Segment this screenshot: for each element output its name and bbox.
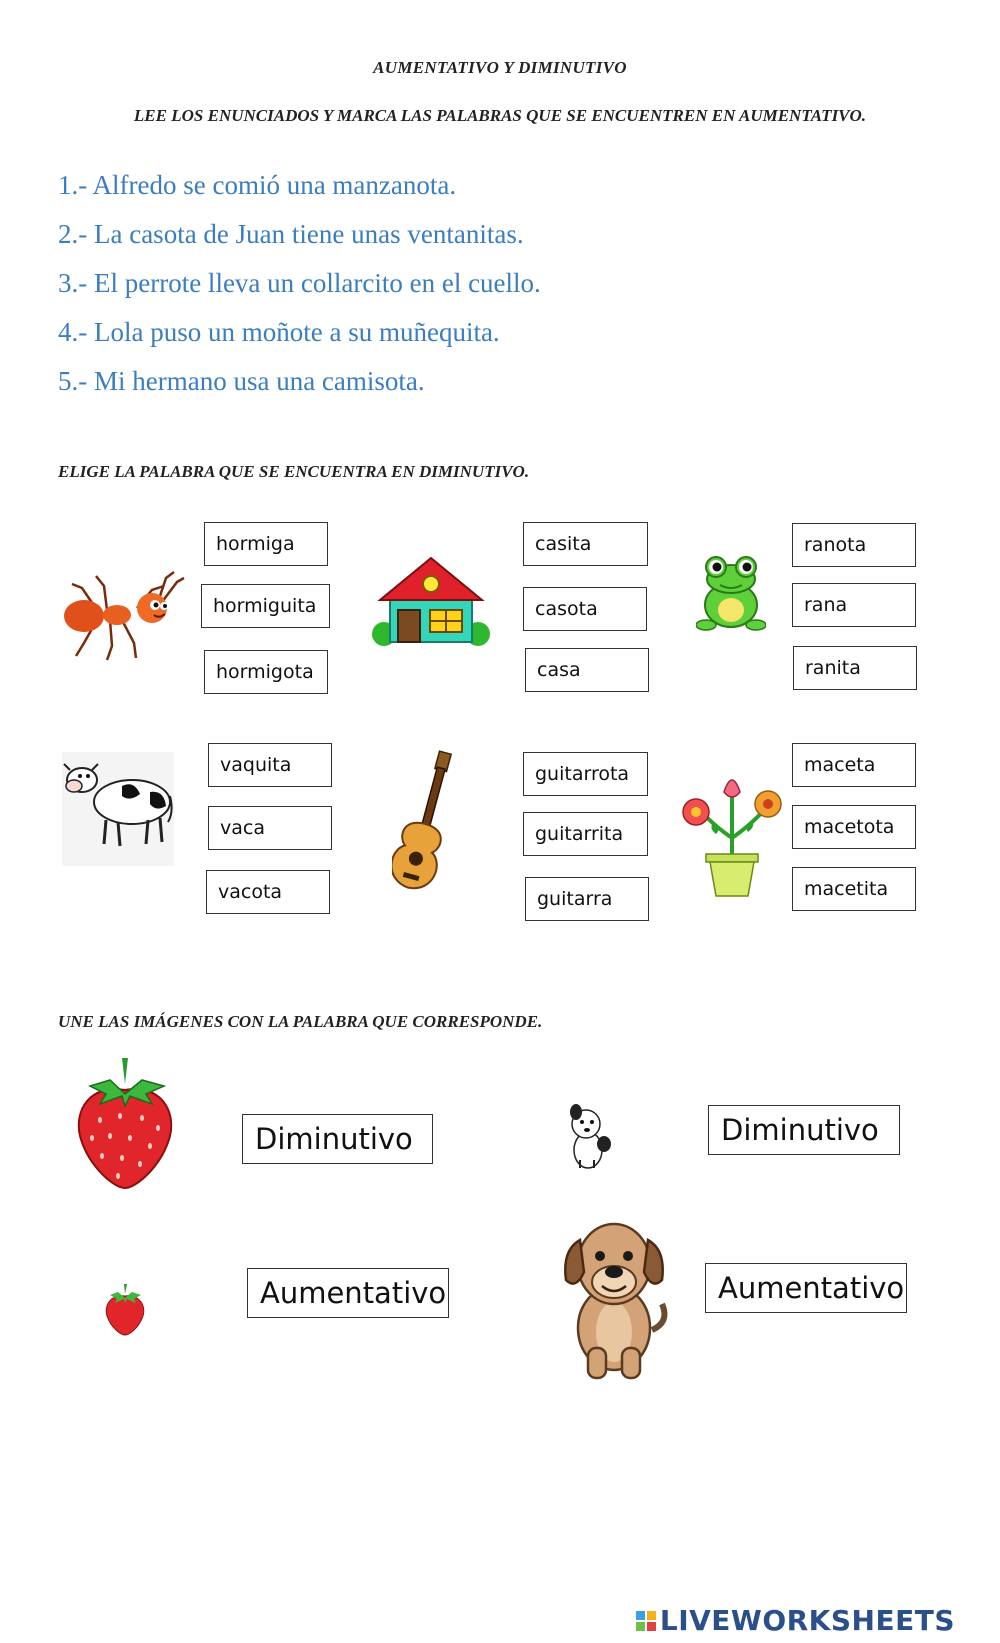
- match-label-diminutivo-right[interactable]: Diminutivo: [708, 1105, 900, 1155]
- instruction-diminutivo: ELIGE LA PALABRA QUE SE ENCUENTRA EN DIMINUTIVO.: [58, 462, 530, 481]
- sentence-4[interactable]: 4.- Lola puso un moñote a su muñequita.: [58, 317, 500, 347]
- frog-icon: [696, 553, 766, 631]
- logo-grid-icon: [636, 1611, 656, 1631]
- strawberry-large-icon: [70, 1054, 180, 1190]
- cow-icon: [62, 752, 174, 866]
- option-maceta[interactable]: maceta: [792, 743, 916, 787]
- worksheet-title: AUMENTATIVO Y DIMINUTIVO: [373, 58, 627, 77]
- sentence-2[interactable]: 2.- La casota de Juan tiene unas ventanitas.: [58, 219, 524, 249]
- option-casota[interactable]: casota: [523, 587, 647, 631]
- option-vaca[interactable]: vaca: [208, 806, 332, 850]
- instruction-une: UNE LAS IMÁGENES CON LA PALABRA QUE CORRESPONDE.: [58, 1012, 543, 1031]
- option-vaquita[interactable]: vaquita: [208, 743, 332, 787]
- option-ranota[interactable]: ranota: [792, 523, 916, 567]
- match-label-diminutivo-left[interactable]: Diminutivo: [242, 1114, 433, 1164]
- option-casita[interactable]: casita: [523, 522, 648, 566]
- option-hormiga[interactable]: hormiga: [204, 522, 328, 566]
- strawberry-small-icon: [104, 1282, 146, 1336]
- option-guitarrita[interactable]: guitarrita: [523, 812, 648, 856]
- logo-text: LIVEWORKSHEETS: [659, 1604, 955, 1637]
- option-hormiguita[interactable]: hormiguita: [201, 584, 330, 628]
- option-vacota[interactable]: vacota: [206, 870, 330, 914]
- dog-small-icon: [566, 1102, 614, 1172]
- option-macetita[interactable]: macetita: [792, 867, 916, 911]
- sentence-5[interactable]: 5.- Mi hermano usa una camisota.: [58, 366, 425, 396]
- flowerpot-icon: [680, 768, 784, 898]
- option-macetota[interactable]: macetota: [792, 805, 916, 849]
- option-hormigota[interactable]: hormigota: [204, 650, 328, 694]
- match-label-aumentativo-right[interactable]: Aumentativo: [705, 1263, 907, 1313]
- option-casa[interactable]: casa: [525, 648, 649, 692]
- liveworksheets-logo: [636, 1604, 955, 1637]
- option-guitarrota[interactable]: guitarrota: [523, 752, 648, 796]
- match-label-aumentativo-left[interactable]: Aumentativo: [247, 1268, 449, 1318]
- option-ranita[interactable]: ranita: [793, 646, 917, 690]
- option-rana[interactable]: rana: [792, 583, 916, 627]
- sentence-3[interactable]: 3.- El perrote lleva un collarcito en el cuello.: [58, 268, 541, 298]
- guitar-icon: [392, 748, 460, 894]
- house-icon: [372, 556, 490, 648]
- dog-large-icon: [558, 1210, 670, 1382]
- ant-icon: [62, 568, 187, 663]
- option-guitarra[interactable]: guitarra: [525, 877, 649, 921]
- instruction-aumentativo: LEE LOS ENUNCIADOS Y MARCA LAS PALABRAS QUE SE ENCUENTREN EN AUMENTATIVO.: [133, 106, 867, 125]
- sentence-1[interactable]: 1.- Alfredo se comió una manzanota.: [58, 170, 457, 200]
